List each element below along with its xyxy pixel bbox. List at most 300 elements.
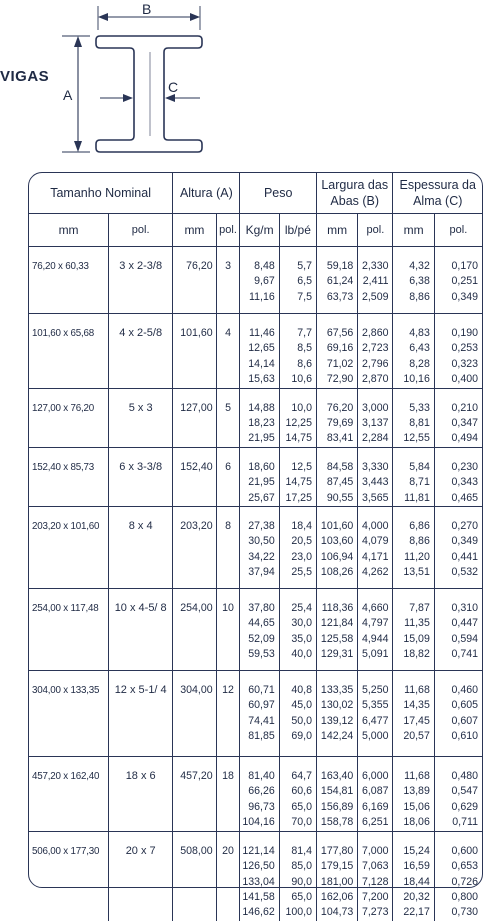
cell-espessura-pol-value: 0,800 [435, 890, 478, 905]
cell-espessura-mm [393, 447, 434, 506]
cell-nominal-mm: 76,20 x 60,33 [29, 247, 109, 314]
cell-largura-pol-value: 2,796 [358, 357, 388, 372]
cell-nominal-mm: 506,00 x 177,30 [29, 831, 109, 921]
cell-largura-pol-value: 7,200 [358, 890, 388, 905]
header-espessura [393, 173, 482, 214]
cell-largura-mm-value: 181,00 [317, 875, 353, 890]
cell-espessura-mm-value: 7,87 [393, 601, 429, 616]
cell-peso-lbpe [279, 447, 316, 506]
cell-largura-mm-value: 61,24 [317, 274, 353, 289]
unit-header: pol. [358, 214, 393, 247]
cell-nominal-pol: 8 x 4 [109, 507, 173, 589]
cell-peso-kgm-value: 104,16 [240, 815, 274, 830]
cell-largura-mm-value: 158,78 [317, 815, 353, 830]
cell-largura-mm [316, 314, 357, 389]
cell-espessura-pol-value: 0,460 [435, 683, 478, 698]
cell-altura-mm: 304,00 [173, 671, 216, 757]
cell-largura-pol-value: 2,284 [358, 431, 388, 446]
cell-peso-kgm-value: 60,97 [240, 698, 274, 713]
cell-largura-mm-value: 129,31 [317, 647, 353, 662]
cell-espessura-pol-value: 0,347 [435, 416, 478, 431]
cell-espessura-pol-value: 0,270 [435, 519, 478, 534]
table-row [29, 247, 482, 314]
cell-largura-pol-value: 2,330 [358, 259, 388, 274]
cell-largura-mm-value: 104,73 [317, 905, 353, 920]
cell-peso-lbpe [279, 589, 316, 671]
cell-peso-kgm-value: 30,50 [240, 534, 274, 549]
cell-peso-kgm [240, 247, 279, 314]
cell-peso-lbpe-value: 23,0 [280, 550, 312, 565]
cell-largura-mm-value: 101,60 [317, 519, 353, 534]
cell-peso-kgm-value: 8,48 [240, 259, 274, 274]
cell-espessura-pol [434, 589, 482, 671]
cell-peso-lbpe-value: 12,5 [280, 460, 312, 475]
cell-altura-mm: 76,20 [173, 247, 216, 314]
cell-largura-mm [316, 507, 357, 589]
cell-espessura-mm [393, 247, 434, 314]
cell-espessura-pol-value: 0,170 [435, 259, 478, 274]
cell-peso-kgm-value: 14,14 [240, 357, 274, 372]
cell-espessura-pol-value: 0,441 [435, 550, 478, 565]
header-espessura-line2: Alma (C) [393, 193, 482, 209]
cell-largura-pol [358, 388, 393, 447]
cell-espessura-pol-value: 0,605 [435, 698, 478, 713]
cell-largura-mm-value: 108,26 [317, 565, 353, 580]
cell-nominal-mm: 457,20 x 162,40 [29, 757, 109, 832]
cell-peso-kgm-value: 59,53 [240, 647, 274, 662]
cell-nominal-mm: 304,00 x 133,35 [29, 671, 109, 757]
cell-peso-lbpe-value: 5,7 [280, 259, 312, 274]
cell-largura-pol [358, 831, 393, 921]
unit-header: mm [316, 214, 357, 247]
cell-espessura-mm-value: 16,59 [393, 859, 429, 874]
cell-altura-mm: 457,20 [173, 757, 216, 832]
cell-espessura-mm-value: 14,35 [393, 698, 429, 713]
cell-espessura-pol-value: 0,629 [435, 800, 478, 815]
cell-peso-kgm-value: 9,67 [240, 274, 274, 289]
cell-largura-mm-value: 177,80 [317, 844, 353, 859]
cell-altura-pol: 18 [216, 757, 240, 832]
cell-largura-pol-value: 2,870 [358, 372, 388, 387]
cell-largura-pol-value: 5,355 [358, 698, 388, 713]
cell-altura-pol: 6 [216, 447, 240, 506]
cell-largura-mm [316, 447, 357, 506]
cell-peso-lbpe-value: 40,0 [280, 647, 312, 662]
table-row [29, 314, 482, 389]
cell-peso-kgm-value: 27,38 [240, 519, 274, 534]
cell-nominal-pol: 5 x 3 [109, 388, 173, 447]
cell-peso-lbpe [279, 671, 316, 757]
cell-largura-pol-value: 4,000 [358, 519, 388, 534]
cell-espessura-mm-value: 17,45 [393, 714, 429, 729]
cell-espessura-mm-value: 12,55 [393, 431, 429, 446]
cell-espessura-mm-value: 8,71 [393, 475, 429, 490]
cell-altura-mm: 254,00 [173, 589, 216, 671]
cell-peso-lbpe-value: 8,6 [280, 357, 312, 372]
cell-largura-pol-value: 5,000 [358, 729, 388, 744]
cell-espessura-mm-value: 15,24 [393, 844, 429, 859]
cell-peso-lbpe [279, 757, 316, 832]
cell-espessura-mm-value: 10,16 [393, 372, 429, 387]
cell-espessura-mm [393, 507, 434, 589]
cell-espessura-pol-value: 0,210 [435, 401, 478, 416]
cell-largura-mm-value: 118,36 [317, 601, 353, 616]
cell-largura-mm-value: 130,02 [317, 698, 353, 713]
table-row [29, 831, 482, 921]
cell-largura-mm [316, 671, 357, 757]
cell-largura-pol [358, 757, 393, 832]
header-largura-line1: Largura das [317, 177, 393, 193]
cell-nominal-pol: 18 x 6 [109, 757, 173, 832]
cell-peso-lbpe-value: 70,0 [280, 815, 312, 830]
cell-peso-kgm [240, 831, 279, 921]
cell-largura-pol-value: 2,723 [358, 341, 388, 356]
cell-peso-lbpe-value: 35,0 [280, 632, 312, 647]
cell-largura-mm-value: 83,41 [317, 431, 353, 446]
cell-nominal-pol: 4 x 2-5/8 [109, 314, 173, 389]
cell-altura-pol: 10 [216, 589, 240, 671]
cell-largura-pol-value: 6,251 [358, 815, 388, 830]
cell-peso-kgm-value: 141,58 [240, 890, 274, 905]
unit-header: pol. [434, 214, 482, 247]
cell-altura-pol: 5 [216, 388, 240, 447]
cell-peso-kgm-value: 52,09 [240, 632, 274, 647]
cell-largura-mm-value: 90,55 [317, 491, 353, 506]
cell-peso-kgm [240, 447, 279, 506]
cell-largura-mm-value: 103,60 [317, 534, 353, 549]
cell-largura-mm [316, 247, 357, 314]
cell-peso-kgm-value: 11,46 [240, 326, 274, 341]
cell-largura-mm-value: 63,73 [317, 290, 353, 305]
cell-espessura-pol-value: 0,400 [435, 372, 478, 387]
cell-peso-lbpe-value: 12,25 [280, 416, 312, 431]
cell-espessura-pol-value: 0,253 [435, 341, 478, 356]
cell-largura-pol [358, 447, 393, 506]
cell-nominal-pol: 3 x 2-3/8 [109, 247, 173, 314]
cell-largura-pol-value: 6,000 [358, 769, 388, 784]
cell-peso-kgm-value: 96,73 [240, 800, 274, 815]
cell-largura-pol-value: 2,411 [358, 274, 388, 289]
cell-largura-mm [316, 757, 357, 832]
cell-espessura-mm [393, 831, 434, 921]
table-row [29, 589, 482, 671]
cell-espessura-mm-value: 6,86 [393, 519, 429, 534]
cell-largura-pol-value: 7,273 [358, 905, 388, 920]
cell-peso-lbpe-value: 8,5 [280, 341, 312, 356]
cell-peso-lbpe-value: 45,0 [280, 698, 312, 713]
cell-espessura-pol-value: 0,310 [435, 601, 478, 616]
cell-espessura-mm-value: 15,06 [393, 800, 429, 815]
cell-espessura-pol-value: 0,594 [435, 632, 478, 647]
cell-espessura-pol-value: 0,190 [435, 326, 478, 341]
cell-nominal-mm: 203,20 x 101,60 [29, 507, 109, 589]
cell-espessura-pol-value: 0,230 [435, 460, 478, 475]
cell-largura-mm-value: 162,06 [317, 890, 353, 905]
cell-espessura-pol-value: 0,600 [435, 844, 478, 859]
cell-espessura-mm-value: 18,06 [393, 815, 429, 830]
cell-largura-mm [316, 589, 357, 671]
cell-altura-mm: 508,00 [173, 831, 216, 921]
cell-espessura-pol-value: 0,465 [435, 491, 478, 506]
cell-espessura-pol [434, 671, 482, 757]
cell-peso-kgm-value: 21,95 [240, 475, 274, 490]
unit-header: Kg/m [240, 214, 279, 247]
cell-largura-mm-value: 59,18 [317, 259, 353, 274]
beam-specs-table [29, 173, 482, 921]
cell-espessura-mm-value: 5,33 [393, 401, 429, 416]
cell-largura-mm-value: 76,20 [317, 401, 353, 416]
cell-espessura-mm-value: 11,68 [393, 769, 429, 784]
cell-peso-kgm-value: 81,40 [240, 769, 274, 784]
header-tamanho-nominal: Tamanho Nominal [29, 173, 173, 214]
cell-espessura-mm-value: 4,32 [393, 259, 429, 274]
cell-largura-pol-value: 7,063 [358, 859, 388, 874]
cell-espessura-pol [434, 388, 482, 447]
cell-peso-lbpe-value: 10,6 [280, 372, 312, 387]
cell-espessura-pol [434, 507, 482, 589]
cell-largura-pol-value: 5,250 [358, 683, 388, 698]
cell-espessura-pol-value: 0,251 [435, 274, 478, 289]
cell-peso-kgm-value: 60,71 [240, 683, 274, 698]
cell-largura-pol-value: 7,000 [358, 844, 388, 859]
cell-nominal-mm: 254,00 x 117,48 [29, 589, 109, 671]
cell-nominal-pol: 10 x 4-5/ 8 [109, 589, 173, 671]
cell-espessura-pol-value: 0,532 [435, 565, 478, 580]
table-row [29, 447, 482, 506]
cell-peso-lbpe-value: 7,7 [280, 326, 312, 341]
cell-largura-mm-value: 179,15 [317, 859, 353, 874]
cell-peso-lbpe-value: 10,0 [280, 401, 312, 416]
cell-peso-kgm-value: 74,41 [240, 714, 274, 729]
cell-largura-pol-value: 4,171 [358, 550, 388, 565]
cell-nominal-mm: 152,40 x 85,73 [29, 447, 109, 506]
cell-espessura-mm-value: 4,83 [393, 326, 429, 341]
cell-espessura-mm [393, 388, 434, 447]
cell-largura-pol-value: 6,087 [358, 784, 388, 799]
cell-largura-mm-value: 121,84 [317, 616, 353, 631]
section-title: VIGAS [0, 68, 49, 85]
cell-espessura-pol [434, 831, 482, 921]
cell-nominal-mm: 127,00 x 76,20 [29, 388, 109, 447]
cell-largura-pol [358, 589, 393, 671]
cell-peso-lbpe [279, 831, 316, 921]
cell-peso-lbpe-value: 30,0 [280, 616, 312, 631]
cell-espessura-mm-value: 18,82 [393, 647, 429, 662]
cell-peso-lbpe-value: 6,5 [280, 274, 312, 289]
cell-largura-mm-value: 125,58 [317, 632, 353, 647]
cell-peso-lbpe-value: 64,7 [280, 769, 312, 784]
cell-largura-pol-value: 3,565 [358, 491, 388, 506]
cell-peso-kgm-value: 81,85 [240, 729, 274, 744]
cell-espessura-pol-value: 0,607 [435, 714, 478, 729]
cell-peso-kgm-value: 133,04 [240, 875, 274, 890]
cell-largura-mm-value: 79,69 [317, 416, 353, 431]
cell-nominal-mm: 101,60 x 65,68 [29, 314, 109, 389]
cell-peso-lbpe-value: 81,4 [280, 844, 312, 859]
cell-peso-lbpe [279, 388, 316, 447]
unit-header: pol. [216, 214, 240, 247]
cell-peso-lbpe-value: 17,25 [280, 491, 312, 506]
cell-altura-pol: 3 [216, 247, 240, 314]
cell-espessura-mm-value: 20,57 [393, 729, 429, 744]
cell-largura-pol-value: 4,797 [358, 616, 388, 631]
cell-peso-kgm-value: 25,67 [240, 491, 274, 506]
label-c: C [168, 79, 178, 95]
cell-espessura-pol-value: 0,726 [435, 875, 478, 890]
cell-espessura-mm-value: 5,84 [393, 460, 429, 475]
cell-espessura-pol [434, 757, 482, 832]
cell-espessura-mm-value: 18,44 [393, 875, 429, 890]
cell-espessura-pol-value: 0,343 [435, 475, 478, 490]
cell-espessura-pol-value: 0,547 [435, 784, 478, 799]
cell-espessura-pol-value: 0,447 [435, 616, 478, 631]
cell-peso-lbpe-value: 14,75 [280, 431, 312, 446]
cell-largura-pol-value: 4,262 [358, 565, 388, 580]
cell-espessura-mm [393, 589, 434, 671]
cell-espessura-mm [393, 757, 434, 832]
cell-altura-pol: 12 [216, 671, 240, 757]
cell-peso-kgm-value: 121,14 [240, 844, 274, 859]
cell-altura-mm: 152,40 [173, 447, 216, 506]
cell-espessura-pol-value: 0,494 [435, 431, 478, 446]
cell-espessura-mm-value: 11,35 [393, 616, 429, 631]
cell-espessura-mm [393, 314, 434, 389]
units-row [29, 214, 482, 247]
cell-espessura-pol-value: 0,730 [435, 905, 478, 920]
cell-largura-mm [316, 831, 357, 921]
cell-peso-kgm-value: 12,65 [240, 341, 274, 356]
cell-peso-kgm-value: 126,50 [240, 859, 274, 874]
cell-peso-kgm [240, 757, 279, 832]
cell-peso-lbpe-value: 7,5 [280, 290, 312, 305]
cell-largura-mm-value: 72,90 [317, 372, 353, 387]
cell-peso-lbpe [279, 507, 316, 589]
table-body [29, 247, 482, 921]
header-altura: Altura (A) [173, 173, 240, 214]
cell-espessura-pol-value: 0,349 [435, 534, 478, 549]
cell-espessura-mm-value: 6,38 [393, 274, 429, 289]
cell-peso-kgm-value: 18,60 [240, 460, 274, 475]
cell-espessura-pol-value: 0,480 [435, 769, 478, 784]
cell-largura-pol-value: 3,137 [358, 416, 388, 431]
cell-peso-kgm-value: 66,26 [240, 784, 274, 799]
cell-espessura-pol-value: 0,349 [435, 290, 478, 305]
cell-largura-pol [358, 671, 393, 757]
cell-espessura-mm [393, 671, 434, 757]
cell-largura-mm-value: 133,35 [317, 683, 353, 698]
cell-largura-pol-value: 2,860 [358, 326, 388, 341]
cell-peso-lbpe-value: 60,6 [280, 784, 312, 799]
cell-largura-mm-value: 139,12 [317, 714, 353, 729]
cell-largura-mm-value: 67,56 [317, 326, 353, 341]
cell-altura-mm: 127,00 [173, 388, 216, 447]
cell-peso-lbpe-value: 65,0 [280, 800, 312, 815]
cell-espessura-mm-value: 13,89 [393, 784, 429, 799]
cell-largura-mm-value: 106,94 [317, 550, 353, 565]
cell-peso-kgm [240, 388, 279, 447]
cell-nominal-pol: 6 x 3-3/8 [109, 447, 173, 506]
cell-espessura-pol-value: 0,323 [435, 357, 478, 372]
cell-altura-pol: 4 [216, 314, 240, 389]
cell-peso-lbpe [279, 314, 316, 389]
cell-peso-kgm-value: 14,88 [240, 401, 274, 416]
cell-espessura-mm-value: 22,17 [393, 905, 429, 920]
cell-nominal-pol: 12 x 5-1/ 4 [109, 671, 173, 757]
cell-espessura-mm-value: 11,68 [393, 683, 429, 698]
header-largura [316, 173, 393, 214]
cell-peso-kgm-value: 21,95 [240, 431, 274, 446]
table-row [29, 671, 482, 757]
cell-espessura-mm-value: 8,81 [393, 416, 429, 431]
cell-largura-pol-value: 5,091 [358, 647, 388, 662]
cell-peso-kgm-value: 37,80 [240, 601, 274, 616]
cell-peso-lbpe-value: 100,0 [280, 905, 312, 920]
cell-espessura-mm-value: 15,09 [393, 632, 429, 647]
cell-peso-lbpe-value: 14,75 [280, 475, 312, 490]
cell-espessura-pol [434, 314, 482, 389]
cell-peso-kgm-value: 18,23 [240, 416, 274, 431]
cell-peso-lbpe-value: 90,0 [280, 875, 312, 890]
beam-specs-table-frame [28, 172, 483, 888]
cell-peso-kgm-value: 37,94 [240, 565, 274, 580]
cell-espessura-mm-value: 6,43 [393, 341, 429, 356]
unit-header: mm [393, 214, 434, 247]
cell-largura-mm-value: 69,16 [317, 341, 353, 356]
cell-espessura-mm-value: 8,28 [393, 357, 429, 372]
cell-altura-pol: 20 [216, 831, 240, 921]
cell-peso-lbpe-value: 18,4 [280, 519, 312, 534]
beam-diagram [0, 0, 500, 170]
cell-peso-lbpe-value: 65,0 [280, 890, 312, 905]
cell-peso-kgm-value: 34,22 [240, 550, 274, 565]
cell-largura-mm-value: 142,24 [317, 729, 353, 744]
header-peso: Peso [240, 173, 317, 214]
header-largura-line2: Abas (B) [317, 193, 393, 209]
cell-peso-kgm-value: 146,62 [240, 905, 274, 920]
cell-largura-mm [316, 388, 357, 447]
cell-peso-kgm [240, 507, 279, 589]
label-b: B [142, 1, 151, 17]
cell-espessura-pol [434, 247, 482, 314]
cell-largura-mm-value: 163,40 [317, 769, 353, 784]
cell-largura-pol [358, 314, 393, 389]
cell-largura-pol-value: 2,509 [358, 290, 388, 305]
cell-largura-pol-value: 3,000 [358, 401, 388, 416]
cell-peso-kgm [240, 671, 279, 757]
cell-largura-pol-value: 4,660 [358, 601, 388, 616]
cell-peso-lbpe-value: 50,0 [280, 714, 312, 729]
cell-largura-mm-value: 87,45 [317, 475, 353, 490]
cell-espessura-mm-value: 20,32 [393, 890, 429, 905]
cell-altura-mm: 203,20 [173, 507, 216, 589]
table-row [29, 757, 482, 832]
table-row [29, 507, 482, 589]
cell-largura-pol-value: 6,169 [358, 800, 388, 815]
cell-peso-lbpe-value: 25,4 [280, 601, 312, 616]
cell-peso-kgm-value: 15,63 [240, 372, 274, 387]
cell-espessura-mm-value: 11,81 [393, 491, 429, 506]
cell-espessura-pol-value: 0,610 [435, 729, 478, 744]
unit-header: lb/pé [279, 214, 316, 247]
cell-altura-mm: 101,60 [173, 314, 216, 389]
beam-outline [96, 36, 202, 152]
label-a: A [63, 87, 73, 103]
table-row [29, 388, 482, 447]
cell-peso-lbpe-value: 25,5 [280, 565, 312, 580]
unit-header: mm [29, 214, 109, 247]
cell-largura-mm-value: 84,58 [317, 460, 353, 475]
cell-nominal-pol: 20 x 7 [109, 831, 173, 921]
